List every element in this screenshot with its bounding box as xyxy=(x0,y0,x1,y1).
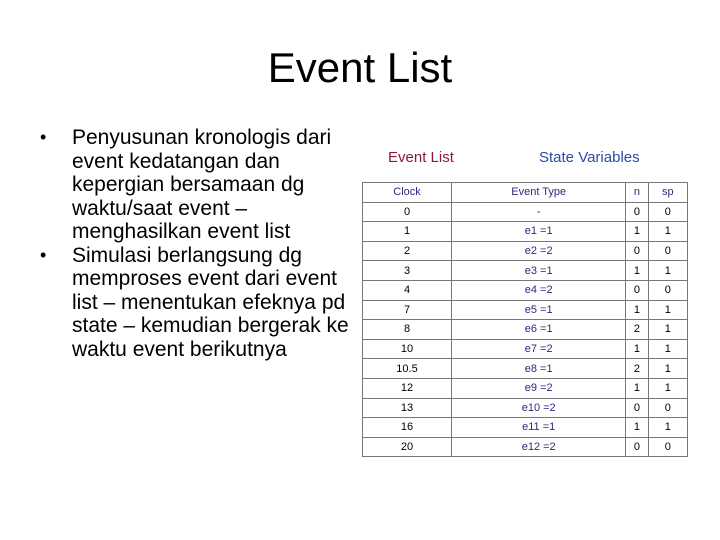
cell-event-type: e1 =1 xyxy=(452,222,626,242)
cell-sp: 1 xyxy=(648,359,687,379)
cell-event-type: e8 =1 xyxy=(452,359,626,379)
table-row xyxy=(363,202,688,222)
cell-sp: 0 xyxy=(648,437,687,457)
cell-event-type: e7 =2 xyxy=(452,339,626,359)
cell-n: 1 xyxy=(626,261,648,281)
cell-n: 0 xyxy=(626,398,648,418)
header-event-type: Event Type xyxy=(452,183,626,203)
cell-clock: 1 xyxy=(363,222,452,242)
bullet-list xyxy=(40,126,360,361)
bullet-dot-icon: • xyxy=(40,127,47,147)
cell-event-type: e9 =2 xyxy=(452,378,626,398)
header-sp: sp xyxy=(648,183,687,203)
table-row xyxy=(363,300,688,320)
cell-clock: 8 xyxy=(363,320,452,340)
header-clock: Clock xyxy=(363,183,452,203)
cell-clock: 0 xyxy=(363,202,452,222)
cell-n: 0 xyxy=(626,202,648,222)
table-header-row xyxy=(363,183,688,203)
cell-sp: 0 xyxy=(648,241,687,261)
table-body xyxy=(363,202,688,457)
cell-event-type: e4 =2 xyxy=(452,280,626,300)
cell-clock: 10.5 xyxy=(363,359,452,379)
cell-event-type: e10 =2 xyxy=(452,398,626,418)
table-row xyxy=(363,398,688,418)
cell-event-type: e2 =2 xyxy=(452,241,626,261)
cell-clock: 7 xyxy=(363,300,452,320)
cell-event-type: e12 =2 xyxy=(452,437,626,457)
cell-clock: 12 xyxy=(363,378,452,398)
bullet-text: Simulasi berlangsung dg memproses event dari event list – menentukan efeknya pd state – kemudian bergerak ke waktu event berikutnya xyxy=(72,243,349,361)
bullet-dot-icon: • xyxy=(40,244,47,265)
cell-event-type: e11 =1 xyxy=(452,418,626,438)
cell-sp: 1 xyxy=(648,320,687,340)
table-row xyxy=(363,437,688,457)
cell-n: 1 xyxy=(626,418,648,438)
table-row xyxy=(363,261,688,281)
cell-n: 1 xyxy=(626,300,648,320)
cell-sp: 1 xyxy=(648,418,687,438)
table-row xyxy=(363,359,688,379)
cell-n: 1 xyxy=(626,222,648,242)
cell-sp: 1 xyxy=(648,300,687,320)
cell-n: 0 xyxy=(626,241,648,261)
table-row xyxy=(363,241,688,261)
slide-title: Event List xyxy=(267,44,453,91)
cell-clock: 3 xyxy=(363,261,452,281)
cell-clock: 20 xyxy=(363,437,452,457)
cell-n: 0 xyxy=(626,437,648,457)
cell-clock: 13 xyxy=(363,398,452,418)
event-list-caption: Event List xyxy=(388,149,454,166)
cell-sp: 1 xyxy=(648,261,687,281)
table-row xyxy=(363,320,688,340)
bullet-item xyxy=(40,126,360,244)
table-row xyxy=(363,222,688,242)
cell-event-type: e3 =1 xyxy=(452,261,626,281)
table-row xyxy=(363,378,688,398)
state-variables-caption: State Variables xyxy=(539,149,640,166)
cell-n: 1 xyxy=(626,378,648,398)
cell-n: 1 xyxy=(626,339,648,359)
cell-sp: 0 xyxy=(648,398,687,418)
cell-sp: 0 xyxy=(648,280,687,300)
cell-n: 0 xyxy=(626,280,648,300)
cell-event-type: e5 =1 xyxy=(452,300,626,320)
cell-n: 2 xyxy=(626,320,648,340)
table-row xyxy=(363,339,688,359)
cell-sp: 1 xyxy=(648,222,687,242)
table-row xyxy=(363,418,688,438)
cell-sp: 0 xyxy=(648,202,687,222)
event-table xyxy=(362,182,688,457)
cell-event-type: e6 =1 xyxy=(452,320,626,340)
header-n: n xyxy=(626,183,648,203)
cell-clock: 16 xyxy=(363,418,452,438)
cell-clock: 4 xyxy=(363,280,452,300)
cell-sp: 1 xyxy=(648,339,687,359)
cell-clock: 2 xyxy=(363,241,452,261)
bullet-item xyxy=(40,244,360,362)
cell-n: 2 xyxy=(626,359,648,379)
cell-sp: 1 xyxy=(648,378,687,398)
cell-clock: 10 xyxy=(363,339,452,359)
table-row xyxy=(363,280,688,300)
bullet-text: Penyusunan kronologis dari event kedatangan dan kepergian bersamaan dg waktu/saat event – menghasilkan event list xyxy=(72,126,332,243)
cell-event-type: - xyxy=(452,202,626,222)
